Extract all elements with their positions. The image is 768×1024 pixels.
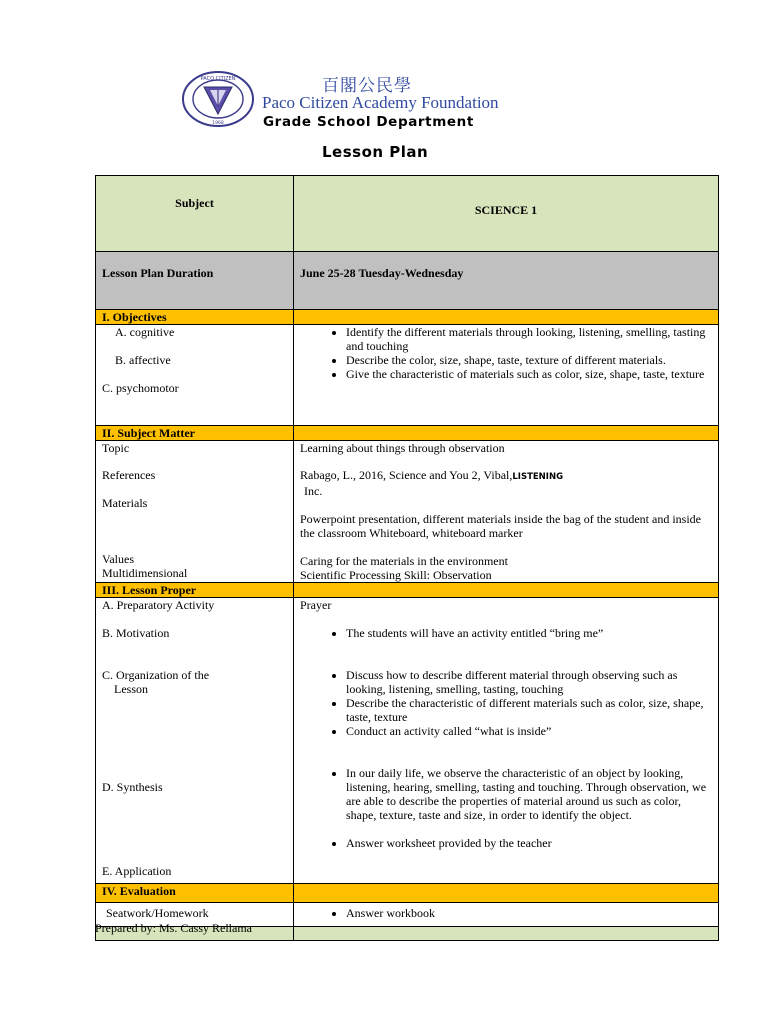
objective-label-affective: B. affective <box>115 353 171 367</box>
blank-cell <box>294 927 719 941</box>
document-header <box>0 0 768 170</box>
lesson-proper-heading-blank <box>294 583 719 598</box>
multidimensional-value: Scientific Processing Skill: Observation <box>300 568 492 582</box>
lesson-plan-table <box>95 175 719 941</box>
subject-row <box>96 176 719 252</box>
seatwork-content <box>294 903 719 927</box>
subject-matter-heading: II. Subject Matter <box>96 426 294 441</box>
evaluation-heading: IV. Evaluation <box>96 884 294 903</box>
page-title: Lesson Plan <box>322 143 429 161</box>
objectives-labels <box>96 325 294 426</box>
subject-matter-labels <box>96 441 294 583</box>
values-label: Values <box>102 552 134 566</box>
references-value <box>300 468 712 484</box>
synthesis-item: • In our daily life, we observe the characteristic of an object by looking, listening, hearing, smelling, tasting and touching. Through observation, we are able to describe the properties of material around us such as color, shape, texture, taste and size, in order to identify the object. <box>346 766 712 822</box>
references-label: References <box>102 468 156 482</box>
subject-matter-content <box>294 441 719 583</box>
school-seal-logo <box>181 70 255 128</box>
duration-value: June 25-28 Tuesday-Wednesday <box>294 252 719 310</box>
prepared-by: Prepared by: Ms. Cassy Rellama <box>95 921 252 935</box>
objective-item: • Give the characteristic of materials such as color, size, shape, taste, texture <box>346 367 712 381</box>
motivation-label: B. Motivation <box>102 626 170 640</box>
seatwork-label: Seatwork/Homework <box>106 906 209 920</box>
svg-text:PACO CITIZEN: PACO CITIZEN <box>200 76 236 82</box>
objective-label-cognitive: A. cognitive <box>115 325 175 339</box>
duration-label: Lesson Plan Duration <box>96 252 294 310</box>
department-name: Grade School Department <box>263 114 474 130</box>
duration-row <box>96 252 719 310</box>
subject-matter-row <box>96 441 719 583</box>
references-value-2: Inc. <box>304 484 323 498</box>
materials-label: Materials <box>102 496 148 510</box>
seatwork-item: • Answer workbook <box>346 906 712 920</box>
lesson-proper-row <box>96 598 719 884</box>
topic-label: Topic <box>102 441 130 455</box>
motivation-item: • The students will have an activity entitled “bring me” <box>346 626 712 640</box>
subject-value: SCIENCE 1 <box>294 176 719 252</box>
svg-text:1968: 1968 <box>212 121 224 126</box>
objectives-content <box>294 325 719 426</box>
objectives-heading-blank <box>294 310 719 325</box>
school-chinese-name: 百閣公民學 <box>322 76 412 95</box>
application-item: • Answer worksheet provided by the teacher <box>346 836 712 850</box>
lesson-proper-content <box>294 598 719 884</box>
foundation-name: Paco Citizen Academy Foundation <box>262 93 499 112</box>
subject-matter-heading-blank <box>294 426 719 441</box>
preparatory-value: Prayer <box>300 598 332 612</box>
lesson-proper-heading: III. Lesson Proper <box>96 583 294 598</box>
objective-label-psychomotor: C. psychomotor <box>102 381 179 395</box>
multidimensional-label: Multidimensional <box>102 566 188 580</box>
organization-item: • Describe the characteristic of different materials such as color, size, shape, taste, texture <box>346 696 712 724</box>
objectives-heading: I. Objectives <box>96 310 294 325</box>
values-value: Caring for the materials in the environment <box>300 554 508 568</box>
evaluation-heading-row <box>96 884 719 903</box>
topic-value: Learning about things through observation <box>300 441 505 455</box>
organization-item: • Discuss how to describe different material through observing such as looking, listening, smelling, tasting, touching <box>346 668 712 696</box>
subject-matter-heading-row <box>96 426 719 441</box>
preparatory-label: A. Preparatory Activity <box>102 598 215 612</box>
application-label: E. Application <box>102 864 172 878</box>
synthesis-label: D. Synthesis <box>102 780 163 794</box>
objective-item: • Identify the different materials through looking, listening, smelling, tasting and touching <box>346 325 712 353</box>
objectives-heading-row <box>96 310 719 325</box>
objective-item: • Describe the color, size, shape, taste, texture of different materials. <box>346 353 712 367</box>
lesson-proper-labels <box>96 598 294 884</box>
lesson-proper-heading-row <box>96 583 719 598</box>
organization-label: C. Organization of the <box>102 668 210 682</box>
references-text: Rabago, L., 2016, Science and You 2, Vibal, <box>300 468 513 482</box>
subject-label: Subject <box>96 176 294 252</box>
materials-value: Powerpoint presentation, different materials inside the bag of the student and inside the classroom Whiteboard, whiteboard marker <box>300 512 702 540</box>
objectives-row <box>96 325 719 426</box>
evaluation-heading-blank <box>294 884 719 903</box>
organization-label-2: Lesson <box>114 682 148 696</box>
references-small-text: LISTENING <box>512 472 564 482</box>
organization-item: • Conduct an activity called “what is inside” <box>346 724 712 738</box>
